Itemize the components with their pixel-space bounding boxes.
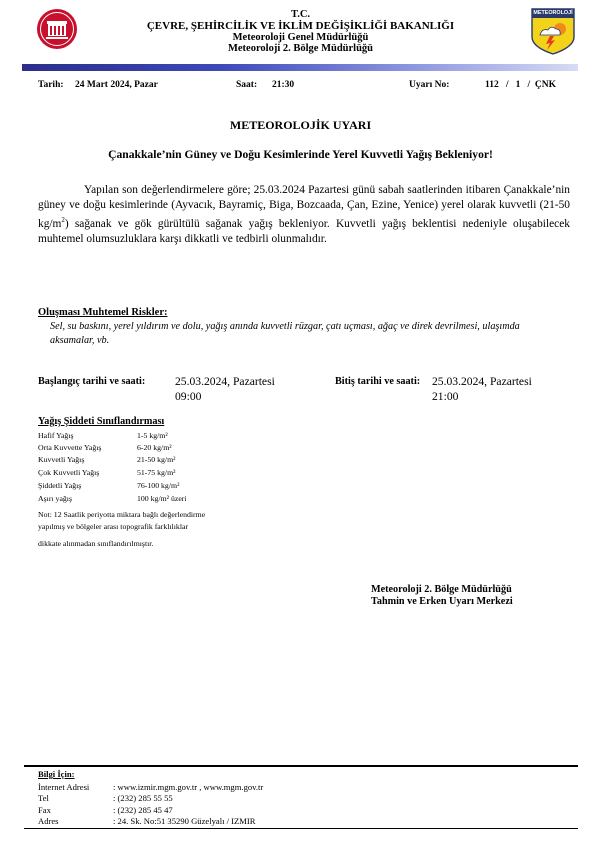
date-value: 24 Mart 2024, Pazar <box>75 80 158 90</box>
time-label: Saat: <box>236 80 258 90</box>
paragraph-superscript: 2 <box>61 216 65 225</box>
document-subtitle: Çanakkale’nin Güney ve Doğu Kesimlerinde Yerel Kuvvetli Yağış Bekleniyor! <box>108 148 493 161</box>
start-time: 09:00 <box>175 390 202 403</box>
header-region: Meteoroloji 2. Bölge Müdürlüğü <box>227 43 374 54</box>
warning-number-label: Uyarı No: <box>409 80 450 90</box>
class-value-1: 1-5 kg/m² <box>137 431 168 440</box>
class-name-6: Aşırı yağış <box>38 494 73 503</box>
footer-fax-value: : (232) 285 45 47 <box>113 805 173 815</box>
risks-heading: Oluşması Muhtemel Riskler: <box>38 307 168 318</box>
warning-paragraph <box>38 183 570 248</box>
start-label: Başlangıç tarihi ve saati: <box>38 376 146 387</box>
footer-bottom-rule <box>24 828 578 829</box>
meteoroloji-logo <box>530 7 576 55</box>
footer-heading: Bilgi İçin: <box>38 769 75 779</box>
paragraph-part-1: Yapılan son değerlendirmelere göre; 25.03.2024 Pazartesi günü sabah saatlerinden itibaren Çanakkale’nin güney ve doğu kesimlerinde (Ayvacık, Bayramiç, Biga, Bozcaada, Çan, Ezine, Yenice) yerel olarak kuvvetli (21-50 kg/m <box>38 184 570 231</box>
classification-note-2: yapılmış ve bölgeler arası topografik farklılıklar <box>38 522 189 531</box>
footer-fax-label: Fax <box>38 805 51 815</box>
class-name-5: Şiddetli Yağış <box>38 481 82 490</box>
footer-rule <box>24 765 578 767</box>
meteoroloji-logo-text: METEOROLOJİ <box>533 10 573 16</box>
header-directorate: Meteoroloji Genel Müdürlüğü <box>232 32 369 43</box>
header-band <box>22 64 578 71</box>
class-name-1: Hafif Yağış <box>38 431 74 440</box>
start-date: 25.03.2024, Pazartesi <box>175 375 275 388</box>
class-value-2: 6-20 kg/m² <box>137 443 172 452</box>
end-time: 21:00 <box>432 390 459 403</box>
classification-note-3: dikkate alınmadan sınıflandırılmıştır. <box>38 539 154 548</box>
signature-line-1: Meteoroloji 2. Bölge Müdürlüğü <box>371 584 512 595</box>
risks-text: Sel, su baskını, yerel yıldırım ve dolu, yağış anında kuvvetli rüzgar, çatı uçması, ağaç ve direk devrilmesi, ulaşımda aksamalar, vb. <box>50 321 520 346</box>
class-value-4: 51-75 kg/m² <box>137 468 176 477</box>
classification-note-1: Not: 12 Saatlik periyotta miktara bağlı değerlendirme <box>38 510 206 519</box>
class-name-3: Kuvvetli Yağış <box>38 455 85 464</box>
class-value-3: 21-50 kg/m² <box>137 455 176 464</box>
header-ministry: ÇEVRE, ŞEHİRCİLİK VE İKLİM DEĞİŞİKLİĞİ BAKANLIĞI <box>146 20 455 32</box>
signature-line-2: Tahmin ve Erken Uyarı Merkezi <box>371 596 513 607</box>
class-value-5: 76-100 kg/m² <box>137 481 180 490</box>
time-value: 21:30 <box>272 80 295 90</box>
class-name-4: Çok Kuvvetli Yağış <box>38 468 100 477</box>
footer-tel-value: : (232) 285 55 55 <box>113 793 173 803</box>
header-tc: T.C. <box>290 9 311 20</box>
footer-address-label: Adres <box>38 816 59 826</box>
date-label: Tarih: <box>38 80 64 90</box>
footer-tel-label: Tel <box>38 793 49 803</box>
warning-number-value: 112 / 1 / ÇNK <box>485 80 556 90</box>
footer-address-value: : 24. Sk. No:51 35290 Güzelyalı / IZMIR <box>113 816 256 826</box>
end-label: Bitiş tarihi ve saati: <box>335 376 421 387</box>
class-name-2: Orta Kuvvette Yağış <box>38 443 102 452</box>
document-title: METEOROLOJİK UYARI <box>229 118 372 132</box>
classification-heading: Yağış Şiddeti Sınıflandırması <box>38 416 165 427</box>
footer-web-label: İnternet Adresi <box>38 782 90 792</box>
footer-web-link[interactable]: : www.izmir.mgm.gov.tr , www.mgm.gov.tr <box>113 782 264 792</box>
end-date: 25.03.2024, Pazartesi <box>432 375 532 388</box>
class-value-6: 100 kg/m² üzeri <box>137 494 187 503</box>
paragraph-part-2: ) sağanak ve gök gürültülü sağanak yağış bekleniyor. Kuvvetli yağış beklentisi nedeniyle oluşabilecek muhtemel olumsuzluklara karşı dikkatli ve tedbirli olunmalıdır. <box>38 218 570 246</box>
